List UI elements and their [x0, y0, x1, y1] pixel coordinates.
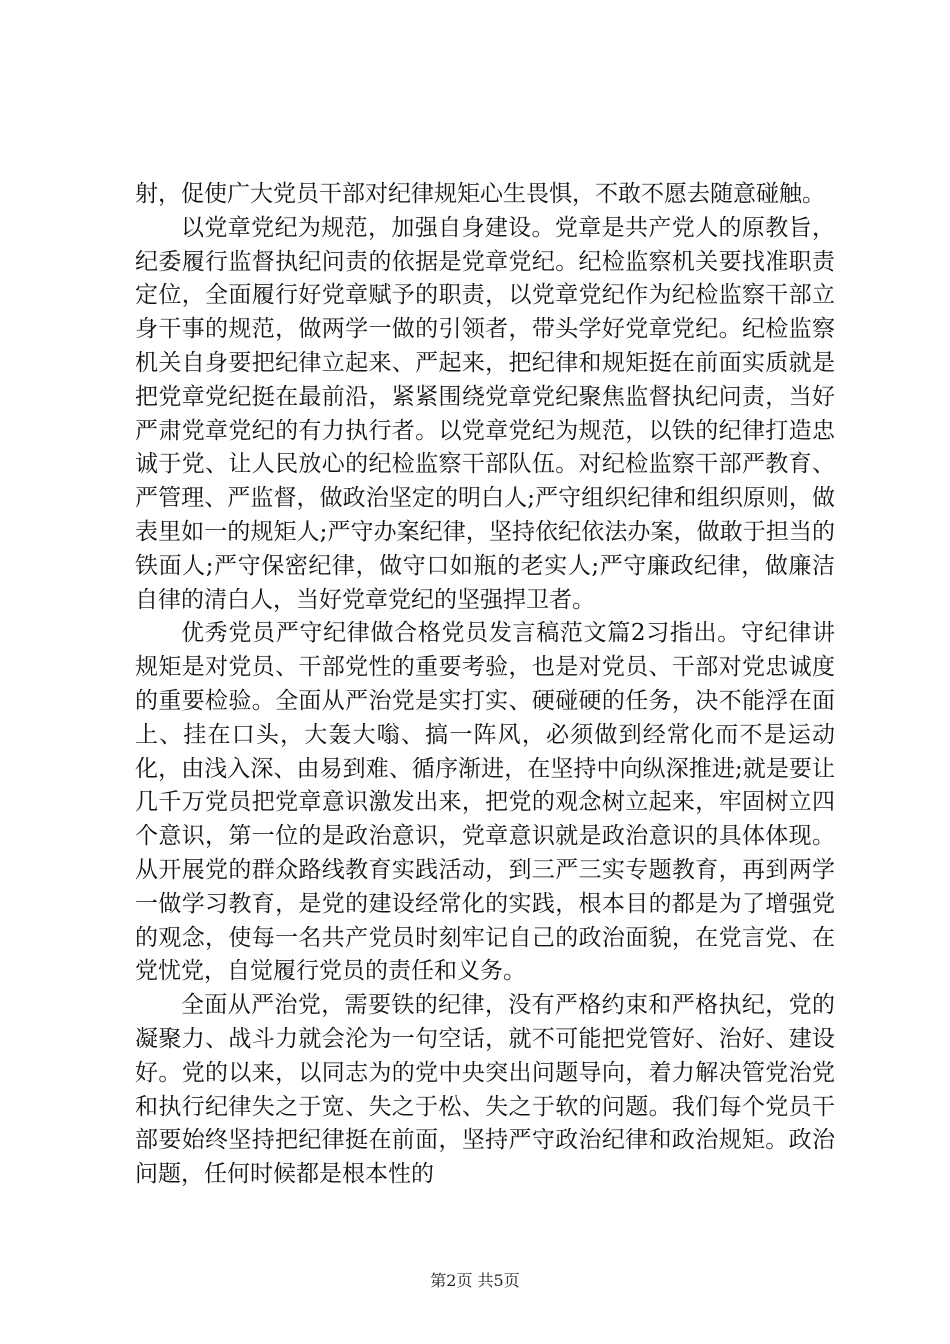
paragraph-strict-governance: 全面从严治党，需要铁的纪律，没有严格约束和严格执纪，党的凝聚力、战斗力就会沦为一句空话，就不可能把党管好、治好、建设好。党的以来，以同志为的党中央突出问题导向，着力解决管党治党和执行纪律失之于宽、失之于松、失之于软的问题。我们每个党员干部要始终坚持把纪律挺在前面，坚持严守政治纪律和政治规矩。政治问题，任何时候都是根本性的	[135, 992, 835, 1188]
paragraph-speech-sample: 优秀党员严守纪律做合格党员发言稿范文篇2习指出。守纪律讲规矩是对党员、干部党性的重要考验，也是对党员、干部对党忠诚度的重要检验。全面从严治党是实打实、硬碰硬的任务，决不能浮在面上、挂在口头，大轰大嗡、搞一阵风，必须做到经常化而不是运动化，由浅入深、由易到难、循序渐进，在坚持中向纵深推进;就是要让几千万党员把党章意识激发出来，把党的观念树立起来，牢固树立四个意识，第一位的是政治意识，党章意识就是政治意识的具体体现。从开展党的群众路线教育实践活动，到三严三实专题教育，再到两学一做学习教育，是党的建设经常化的实践，根本目的都是为了增强党的观念，使每一名共产党员时刻牢记自己的政治面貌，在党言党、在党忧党，自觉履行党员的责任和义务。	[135, 620, 835, 985]
page-footer: 第2页 共5页	[430, 1271, 520, 1290]
paragraph-continuation: 射，促使广大党员干部对纪律规矩心生畏惧，不敢不愿去随意碰触。	[135, 181, 825, 207]
paragraph-self-building: 以党章党纪为规范，加强自身建设。党章是共产党人的原教旨，纪委履行监督执纪问责的依据是党章党纪。纪检监察机关要找准职责定位，全面履行好党章赋予的职责，以党章党纪作为纪检监察干部立身干事的规范，做两学一做的引领者，带头学好党章党纪。纪检监察机关自身要把纪律立起来、严起来，把纪律和规矩挺在前面实质就是把党章党纪挺在最前沿，紧紧围绕党章党纪聚焦监督执纪问责，当好严肃党章党纪的有力执行者。以党章党纪为规范，以铁的纪律打造忠诚于党、让人民放心的纪检监察干部队伍。对纪检监察干部严教育、严管理、严监督，做政治坚定的明白人;严守组织纪律和组织原则，做表里如一的规矩人;严守办案纪律，坚持依纪依法办案，做敢于担当的铁面人;严守保密纪律，做守口如瓶的老实人;严守廉政纪律，做廉洁自律的清白人，当好党章党纪的坚强捍卫者。	[135, 214, 835, 613]
document-body	[135, 178, 835, 1192]
